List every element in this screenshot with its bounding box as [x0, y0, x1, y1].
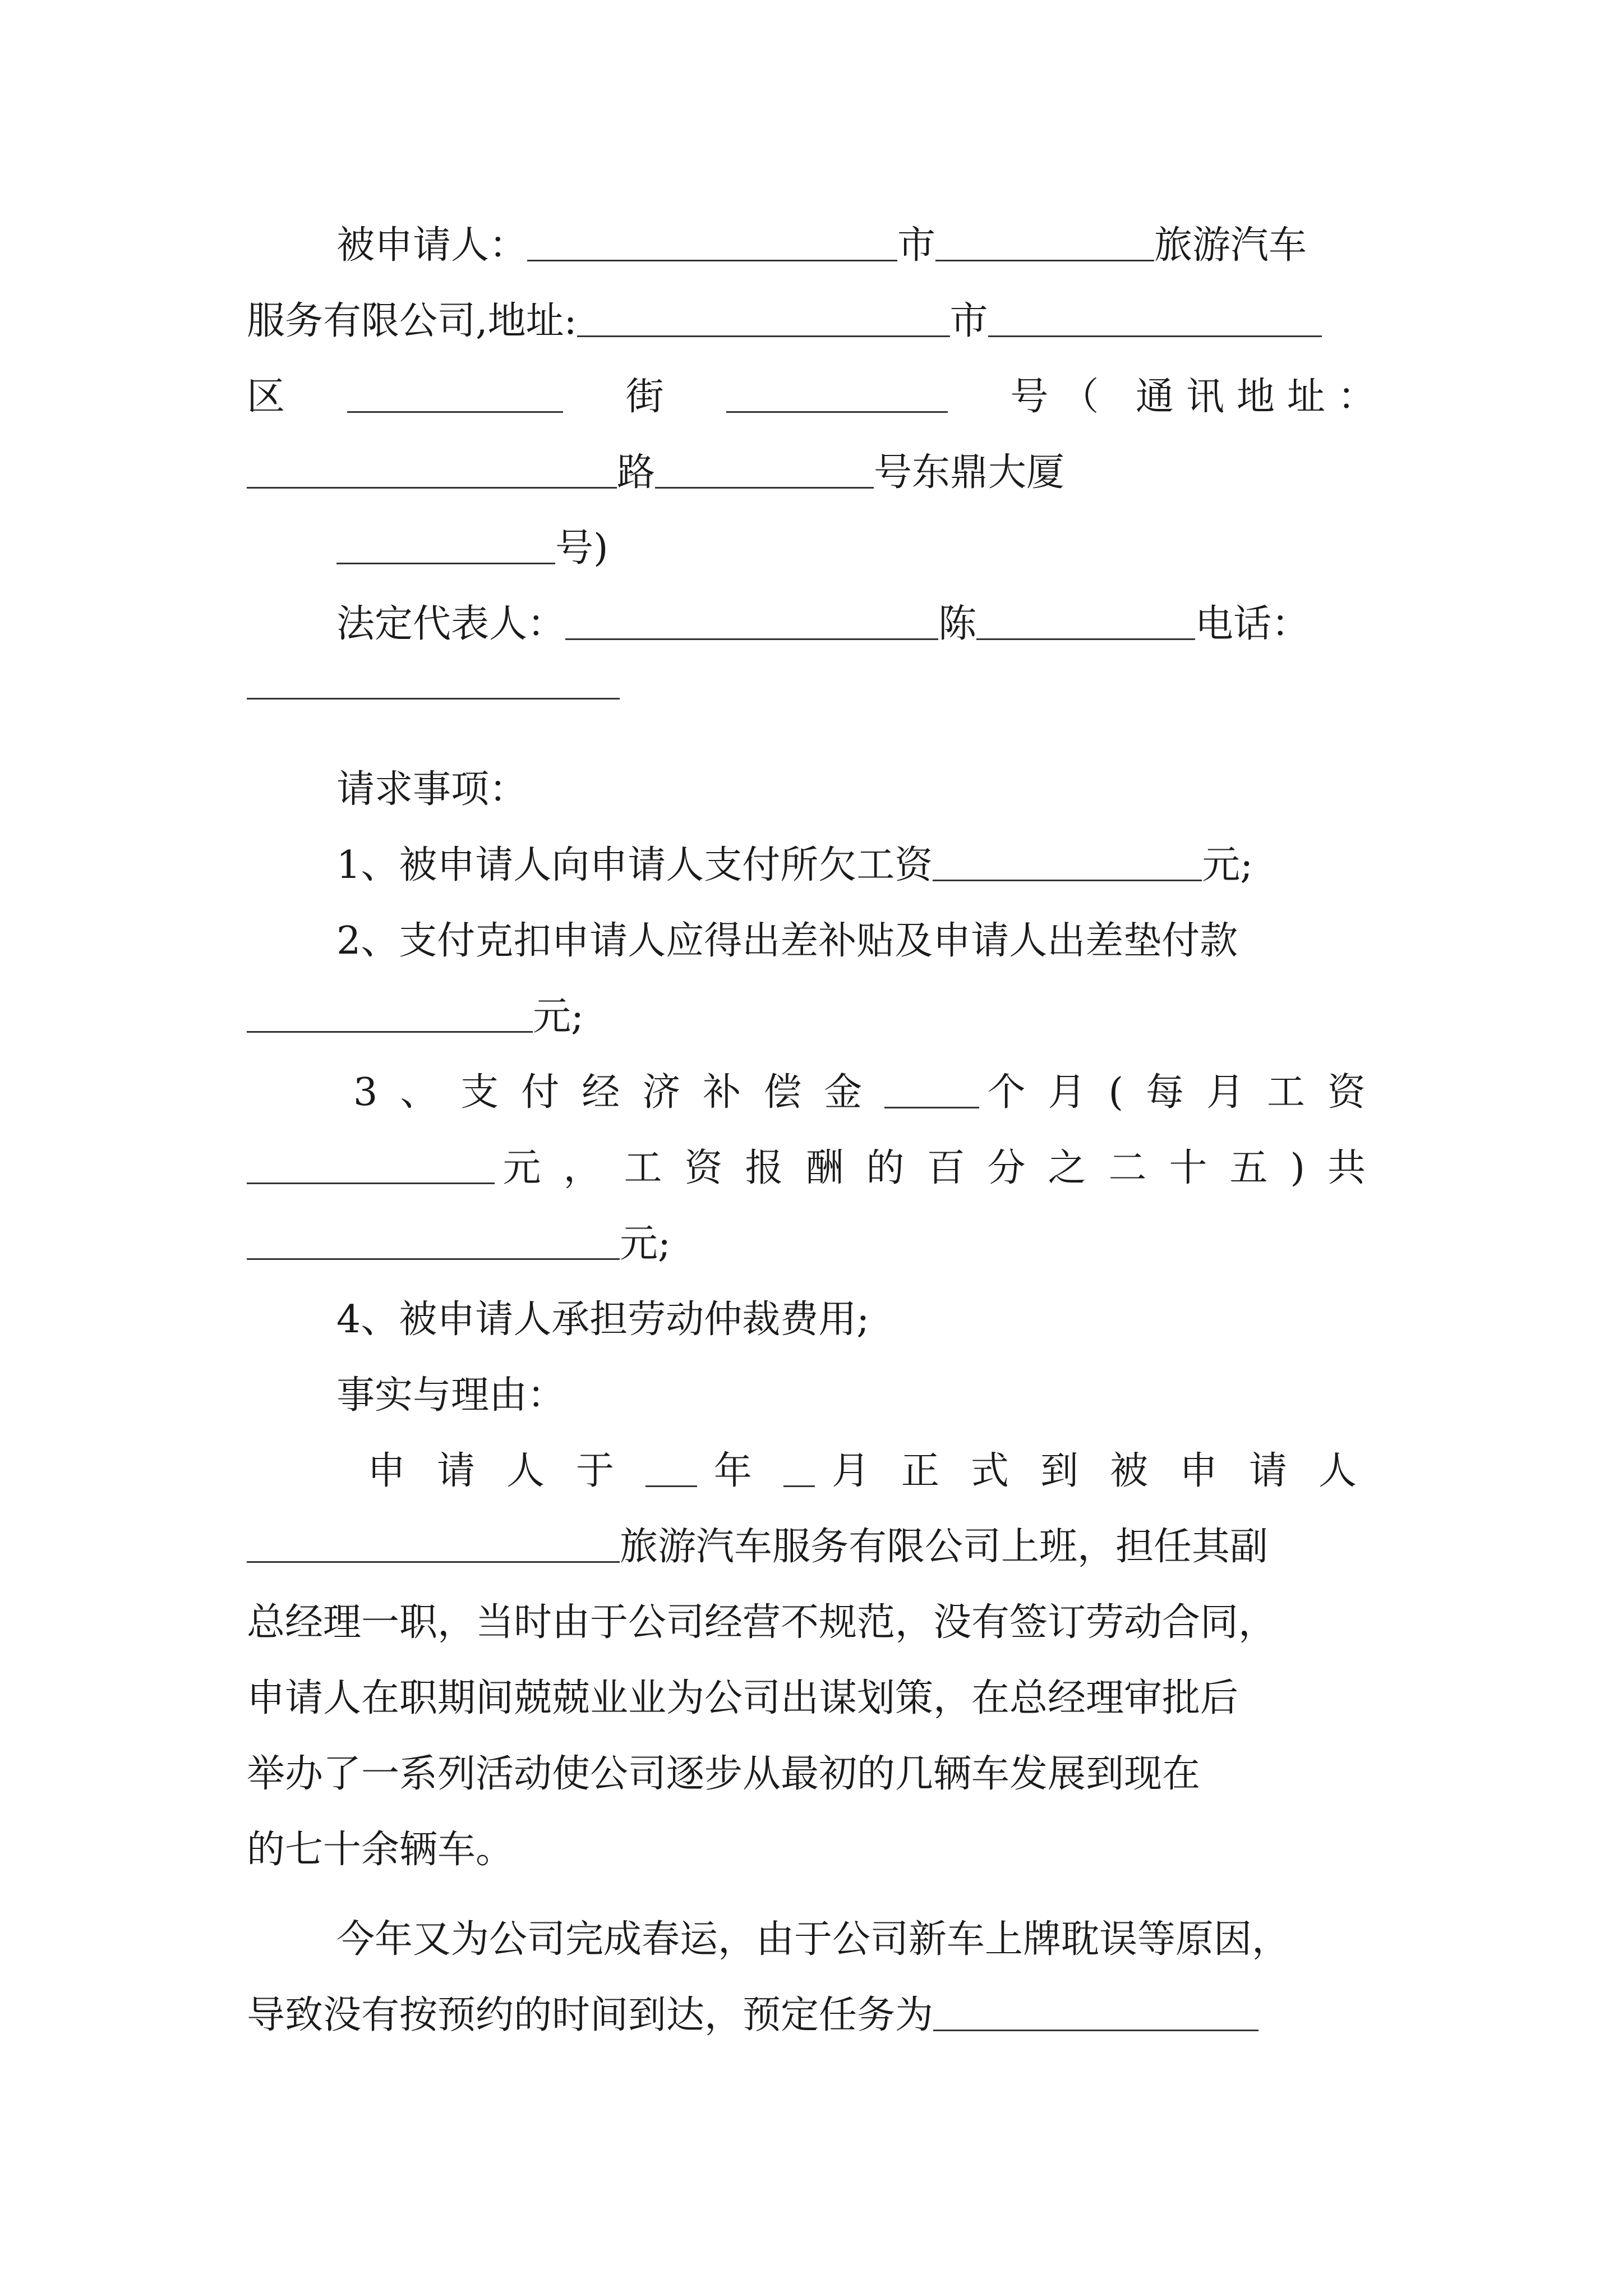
respondent-line-4 — [247, 435, 1388, 511]
claim-3-total-blank — [247, 1226, 620, 1260]
address-number-comm: 号（ 通讯地址： — [1010, 375, 1388, 419]
address-district: 区 — [247, 375, 285, 419]
legal-rep-line — [336, 586, 1388, 662]
facts-p2-line-1 — [336, 1902, 1388, 1978]
claims-heading-line — [336, 752, 1388, 828]
respondent-company-suffix: 旅游汽车 — [1154, 223, 1307, 268]
respondent-line-3 — [247, 359, 1388, 435]
claim-4-line — [336, 1282, 1388, 1358]
claim-1-line — [336, 827, 1388, 904]
address-number-blank — [726, 379, 948, 413]
facts-p2-b: 导致没有按预约的时间到达，预定任务为 — [247, 1993, 934, 2037]
facts-p1-line-2 — [247, 1509, 1388, 1585]
legal-rep-surname: 陈 — [938, 602, 977, 646]
facts-month-blank — [783, 1453, 815, 1487]
claim-1-text: 1、被申请人向申请人支付所欠工资 — [336, 843, 933, 887]
claim-3-wage-line — [247, 1130, 1388, 1207]
respondent-line-2 — [247, 283, 1388, 360]
address-district-blank — [988, 303, 1322, 337]
facts-heading: 事实与理由： — [336, 1373, 566, 1418]
phone-line — [247, 662, 1388, 738]
facts-p1-line-5 — [247, 1736, 1388, 1812]
comm-room: 号) — [555, 526, 608, 570]
comm-building: 号东鼎大厦 — [874, 450, 1065, 495]
facts-p1-line-4 — [247, 1660, 1388, 1737]
claim-2-amount-blank — [247, 999, 533, 1033]
facts-p1-a: 申请人于 — [367, 1449, 646, 1493]
address-city: 市 — [949, 299, 988, 343]
claim-1-amount-blank — [933, 847, 1202, 881]
facts-p1-d: 旅游汽车服务有限公司上班，担任其副 — [620, 1525, 1269, 1569]
claim-3-line2: 元，工资报酬的百分之二十五)共 — [502, 1146, 1388, 1190]
claim-3-total-line — [247, 1206, 1388, 1282]
facts-company-blank — [247, 1529, 620, 1563]
claim-2-amount-line — [247, 979, 1388, 1055]
claim-2-line — [336, 903, 1388, 979]
facts-p1-line-6 — [247, 1812, 1388, 1888]
comm-room-blank — [336, 530, 555, 564]
legal-rep-phone: 电话： — [1195, 602, 1310, 646]
facts-task-blank — [933, 1997, 1258, 2031]
claim-1-unit: 元; — [1202, 843, 1253, 887]
claim-3-text: 3、支付经济补偿金 — [353, 1070, 885, 1115]
claim-2-text: 2、支付克扣申请人应得出差补贴及申请人出差垫付款 — [336, 919, 1238, 963]
claim-3-mid: 个月(每月工资 — [987, 1070, 1388, 1115]
claim-3-wage-blank — [247, 1150, 495, 1184]
facts-p1-h: 的七十余辆车。 — [247, 1828, 514, 1872]
claim-2-unit: 元; — [533, 995, 584, 1039]
address-street-blank — [347, 379, 563, 413]
respondent-company-blank — [935, 227, 1154, 261]
legal-rep-name-blank — [565, 606, 938, 640]
facts-p1-e: 总经理一职，当时由于公司经营不规范，没有签订劳动合同， — [247, 1600, 1277, 1645]
legal-rep-given-blank — [976, 606, 1195, 640]
claim-3-months-blank — [884, 1074, 979, 1108]
facts-p1-g: 举办了一系列活动使公司逐步从最初的几辆车发展到现在 — [247, 1752, 1201, 1796]
comm-road-blank — [247, 454, 617, 489]
facts-p2-a: 今年又为公司完成春运，由于公司新车上牌耽误等原因， — [336, 1917, 1290, 1962]
facts-year-blank — [645, 1453, 697, 1487]
claim-3-unit: 元; — [620, 1222, 671, 1266]
respondent-city: 市 — [897, 223, 936, 268]
facts-heading-line — [336, 1358, 1388, 1434]
respondent-city-blank — [527, 227, 897, 261]
claim-3-line — [353, 1055, 1388, 1131]
respondent-label: 被申请人： — [336, 223, 528, 268]
respondent-company-line: 服务有限公司,地址: — [247, 299, 577, 343]
respondent-line-1 — [336, 208, 1388, 284]
respondent-line-5 — [336, 510, 1388, 587]
address-city-blank — [577, 303, 950, 337]
facts-p1-b: 年 — [713, 1449, 783, 1493]
phone-blank — [247, 665, 620, 700]
claims-heading: 请求事项： — [336, 767, 528, 812]
comm-road: 路 — [617, 450, 656, 495]
facts-p1-line-3 — [247, 1585, 1388, 1661]
address-street: 街 — [625, 375, 664, 419]
facts-p1-f: 申请人在职期间兢兢业业为公司出谋划策，在总经理审批后 — [247, 1676, 1239, 1720]
claim-4-text: 4、被申请人承担劳动仲裁费用; — [336, 1297, 870, 1342]
facts-p1-line-1 — [367, 1433, 1388, 1510]
legal-rep-label: 法定代表人： — [336, 602, 566, 646]
facts-p1-c: 月正式到被申请人 — [831, 1449, 1388, 1493]
facts-p2-line-2 — [247, 1977, 1388, 2054]
comm-number-blank — [655, 454, 874, 489]
